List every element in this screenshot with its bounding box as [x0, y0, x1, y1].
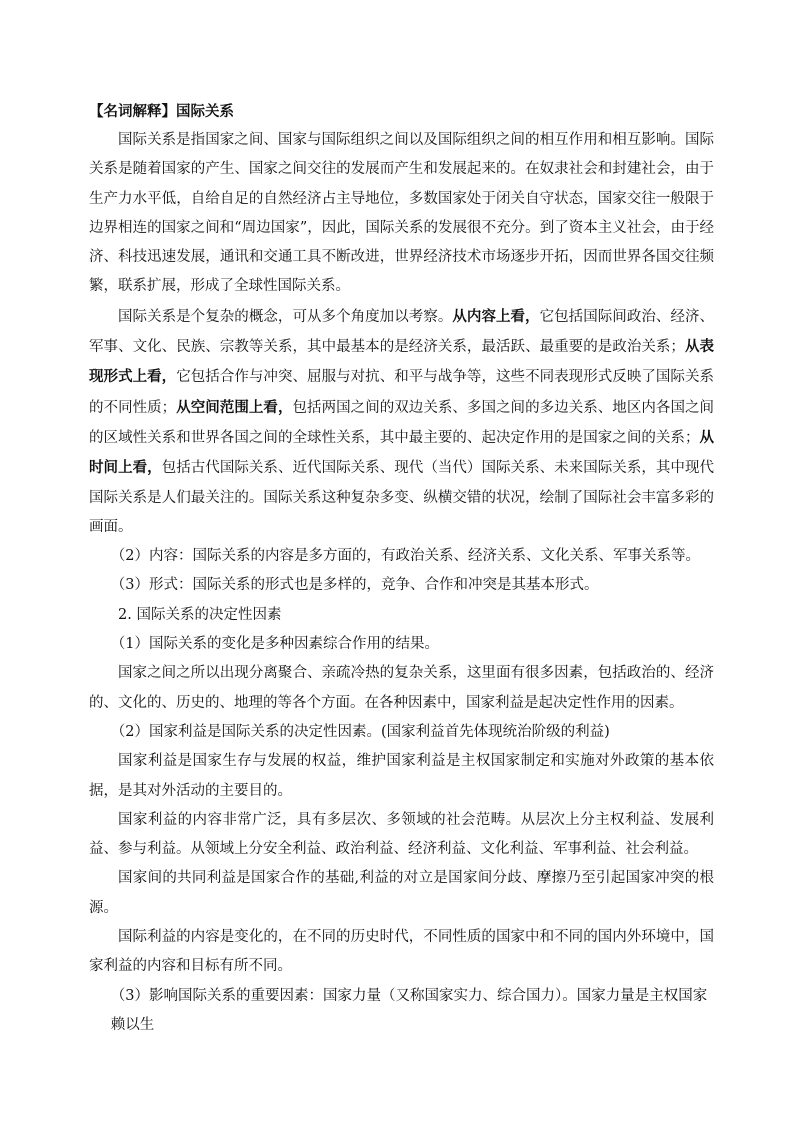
term-heading: 【名词解释】国际关系: [89, 103, 234, 120]
document-body: [89, 97, 714, 1040]
perspective-content-text: 它包括国际间政治、经济、军事、文化、民族、宗教等关系，其中最基本的是经济关系，最活跃、最重要的是政治关系；: [89, 308, 715, 356]
perspective-time-label: 从时间上看，: [89, 428, 715, 477]
perspective-form-text: 它包括合作与冲突、屈服与对抗、和平与战争等，这些不同表现形式反映了国际关系的不同性质；: [89, 369, 715, 416]
paragraph-perspectives: [89, 302, 714, 542]
paragraph-definition: 国际关系是指国家之间、国家与国际组织之间以及国际组织之间的相互作用和相互影响。国际关系是随着国家的产生、国家之间交往的发展而产生和发展起来的。在奴隶社会和封建社会，由于生产力水平低，自给自足的自然经济占主导地位，多数国家处于闭关自守状态，国家交往一般限于边界相连的国家之间和“周边国家”，因此，国际关系的发展很不充分。到了资本主义社会，由于经济、科技迅速发展，通讯和交通工具不断改进，世界经济技术市场逐步开拓，因而世界各国交往频繁，联系扩展，形成了全球性国际关系。: [89, 132, 714, 295]
perspectives-intro: 国际关系是个复杂的概念，可从多个角度加以考察。: [118, 308, 453, 325]
paragraph-interest-change: 国际利益的内容是变化的，在不同的历史时代，不同性质的国家中和不同的国内外环境中，国家利益的内容和目标有所不同。: [89, 929, 714, 975]
paragraph-factors: 国家之间之所以出现分离聚合、亲疏冷热的复杂关系，这里面有很多因素，包括政治的、经济的、文化的、历史的、地理的等各个方面。在各种因素中，国家利益是起决定性作用的因素。: [89, 665, 714, 711]
list-item-national-power: （3）影响国际关系的重要因素：国家力量（又称国家实力、综合国力）。国家力量是主权国家赖以生: [110, 987, 708, 1033]
perspective-space-label: 从空间范围上看，: [176, 398, 293, 416]
list-item-content: （2）内容：国际关系的内容是多方面的，有政治关系、经济关系、文化关系、军事关系等。: [110, 548, 700, 565]
paragraph-interest-definition: 国家利益是国家生存与发展的权益，维护国家利益是主权国家制定和实施对外政策的基本依据，是其对外活动的主要目的。: [89, 753, 714, 799]
perspective-content-label: 从内容上看，: [452, 307, 540, 325]
perspective-form-label: 从表现形式上看，: [89, 338, 715, 386]
perspective-time-text: 包括古代国际关系、近代国际关系、现代（当代）国际关系、未来国际关系，其中现代国际关系是人们最关注的。国际关系这种复杂多变、纵横交错的状况，绘制了国际社会丰富多彩的画面。: [89, 460, 715, 535]
list-item-multifactor: （1）国际关系的变化是多种因素综合作用的结果。: [110, 636, 439, 653]
list-item-form: （3）形式：国际关系的形式也是多样的，竞争、合作和冲突是其基本形式。: [110, 577, 599, 594]
section-heading-determinants: 2. 国际关系的决定性因素: [118, 606, 282, 623]
list-item-national-interest: （2）国家利益是国际关系的决定性因素。(国家利益首先体现统治阶级的利益): [110, 723, 610, 740]
perspective-space-text: 包括两国之间的双边关系、多国之间的多边关系、地区内各国之间的区域性关系和世界各国之间的全球性关系，其中最主要的、起决定作用的是国家之间的关系；: [89, 399, 715, 446]
paragraph-common-interest: 国家间的共同利益是国家合作的基础,利益的对立是国家间分歧、摩擦乃至引起国家冲突的根源。: [89, 870, 714, 916]
paragraph-interest-scope: 国家利益的内容非常广泛，具有多层次、多领域的社会范畴。从层次上分主权利益、发展利益、参与利益。从领域上分安全利益、政治利益、经济利益、文化利益、军事利益、社会利益。: [89, 811, 714, 858]
